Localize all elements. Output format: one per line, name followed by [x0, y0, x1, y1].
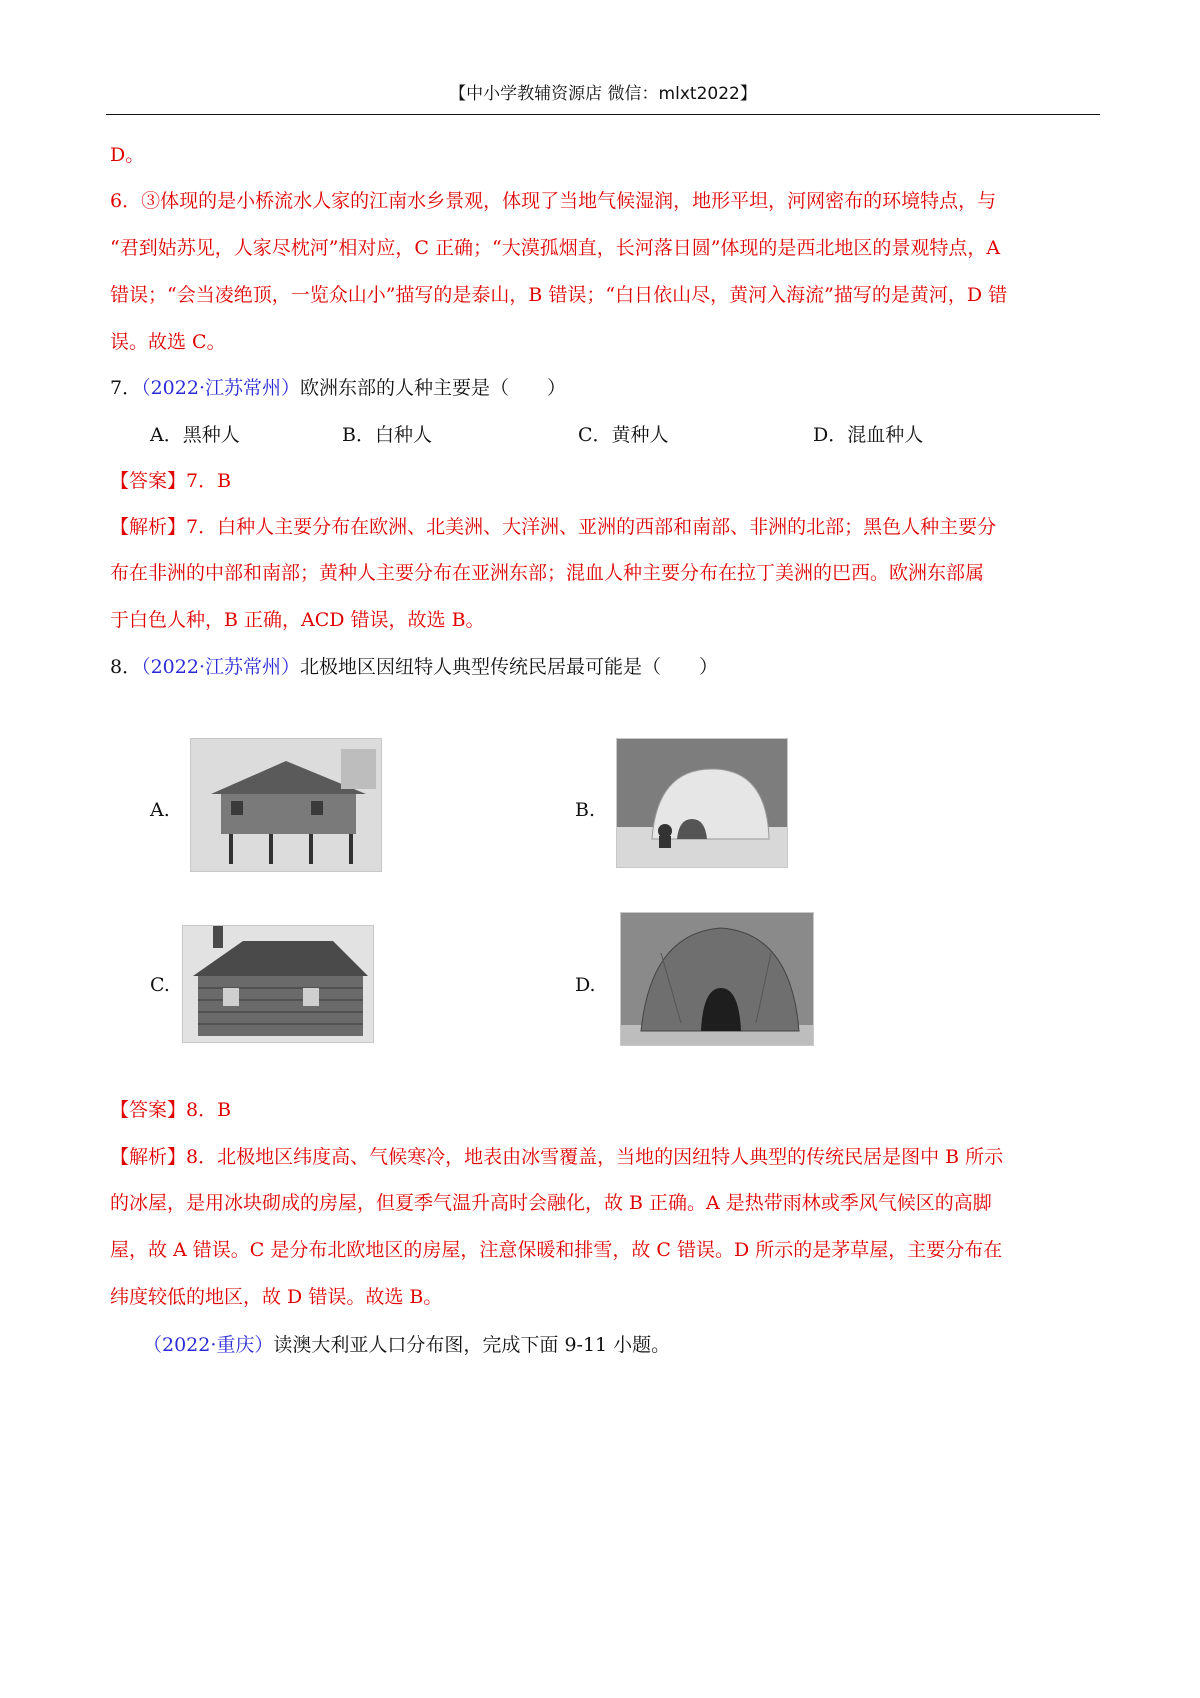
q7-option-d: D．混血种人: [813, 424, 924, 446]
q7-stem: 欧洲东部的人种主要是（ ）: [300, 377, 567, 399]
q7-explain-line-2: 布在非洲的中部和南部；黄种人主要分布在亚洲东部；混血人种主要分布在拉丁美洲的巴西。欧洲东部属: [110, 562, 985, 584]
q8-explain-line-2: 的冰屋，是用冰块砌成的房屋，但夏季气温升高时会融化，故 B 正确。A 是热带雨林或季风气候区的高脚: [110, 1192, 992, 1214]
page-header: 【中小学教辅资源店 微信：mlxt2022】: [449, 84, 757, 104]
q6-explain-line-3: 错误；“会当凌绝顶，一览众山小”描写的是泰山，B 错误；“白日依山尽，黄河入海流”描写的是黄河，D 错: [110, 284, 1008, 306]
q8-source: （2022·江苏常州）: [141, 656, 300, 678]
q8-explain-line-4: 纬度较低的地区，故 D 错误。故选 B。: [110, 1286, 443, 1308]
q7-answer: 【答案】7．B: [110, 470, 232, 492]
header-divider: [106, 114, 1100, 115]
stilt-house-illustration: [191, 739, 381, 871]
thatched-hut-photo: [620, 912, 814, 1046]
q7-option-a: A．黑种人: [150, 424, 240, 446]
q7-explain-line-3: 于白色人种，B 正确，ACD 错误，故选 B。: [110, 609, 485, 631]
q9-intro: [143, 1330, 1133, 1360]
q7-explain-line-1: 【解析】7．白种人主要分布在欧洲、北美洲、大洋洲、亚洲的西部和南部、非洲的北部；黑色人种主要分: [110, 516, 997, 538]
q6-explain-line-4: 误。故选 C。: [110, 331, 226, 353]
q6-explain-line-1: 6．③体现的是小桥流水人家的江南水乡景观，体现了当地气候湿润，地形平坦，河网密布的环境特点，与: [110, 190, 997, 212]
q7-option-b: B．白种人: [342, 424, 432, 446]
q8-answer: 【答案】8．B: [110, 1099, 232, 1121]
q6-explain-line-2: “君到姑苏见，人家尽枕河”相对应，C 正确；“大漠孤烟直，长河落日圆”体现的是西北地区的景观特点，A: [110, 237, 1001, 259]
q8-number: 8．: [110, 656, 142, 678]
igloo-photo: [616, 738, 788, 868]
q8-explain-line-3: 屋，故 A 错误。C 是分布北欧地区的房屋，注意保暖和排雪，故 C 错误。D 所示的是茅草屋，主要分布在: [110, 1239, 1003, 1261]
q8-image-label-a: A.: [150, 799, 170, 821]
wooden-house-photo: [182, 925, 374, 1043]
q5-tail: D。: [110, 144, 145, 166]
q8-question: [110, 652, 1100, 682]
q7-option-c: C．黄种人: [578, 424, 669, 446]
q9-source: （2022·重庆）: [143, 1334, 274, 1356]
wooden-house-illustration: [183, 926, 373, 1042]
q8-stem: 北极地区因纽特人典型传统民居最可能是（ ）: [300, 656, 719, 678]
igloo-illustration: [617, 739, 787, 867]
q8-image-label-b: B.: [575, 799, 596, 821]
stilt-house-photo: [190, 738, 382, 872]
q7-question: [110, 373, 1100, 403]
thatched-hut-illustration: [621, 913, 813, 1045]
q8-explain-line-1: 【解析】8．北极地区纬度高、气候寒冷，地表由冰雪覆盖，当地的因纽特人典型的传统民居是图中 B 所示: [110, 1146, 1004, 1168]
q9-intro-text: 读澳大利亚人口分布图，完成下面 9-11 小题。: [273, 1334, 671, 1356]
q7-number: 7．: [110, 377, 142, 399]
q7-source: （2022·江苏常州）: [141, 377, 300, 399]
q8-image-label-d: D.: [575, 974, 596, 996]
q8-image-label-c: C.: [150, 974, 170, 996]
